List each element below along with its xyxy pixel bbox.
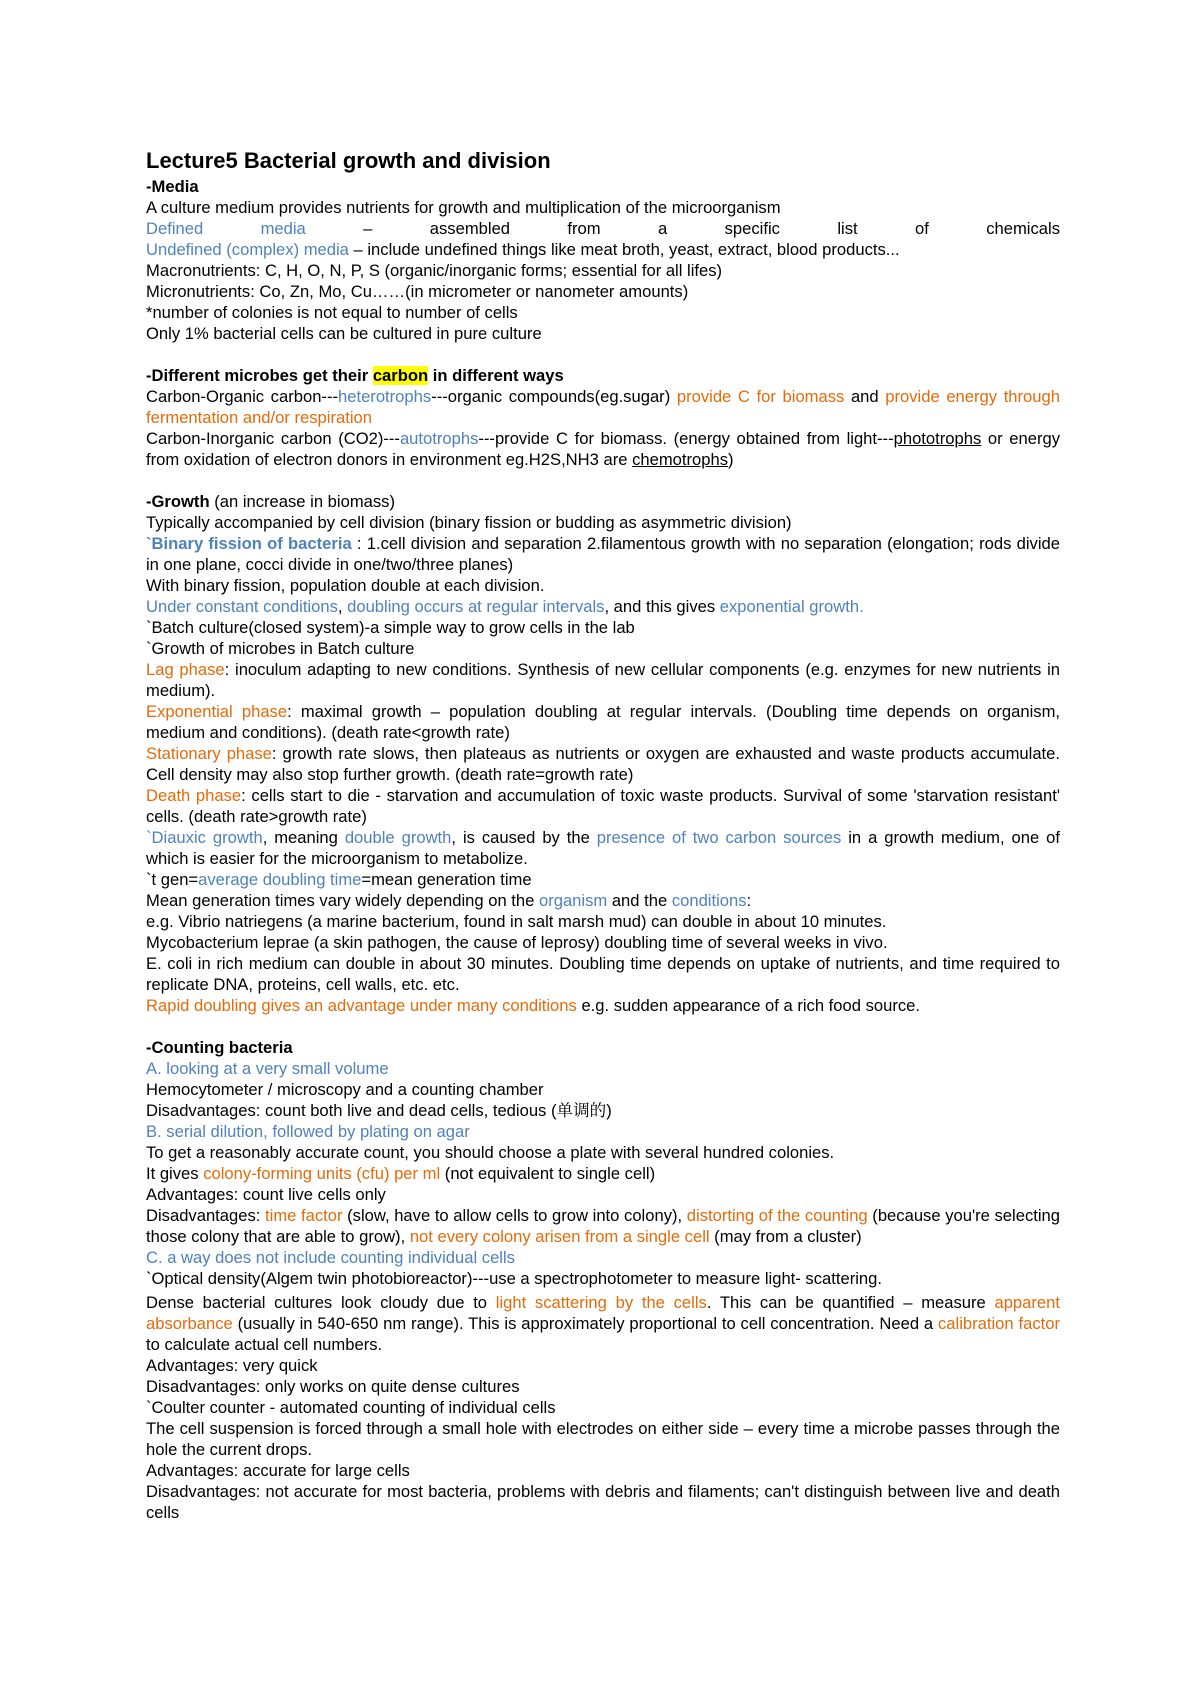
spacer	[146, 344, 1060, 365]
text-run: : inoculum adapting to new conditions. Synthesis of new cellular components (e.g. enzymes for new nutrients in medium).	[146, 660, 1061, 700]
carbon-heading-part: in different ways	[428, 366, 564, 385]
carbon-heading	[146, 365, 1060, 386]
media-line-1: A culture medium provides nutrients for growth and multiplication of the microorganism	[146, 198, 781, 217]
highlight-text: distorting of the counting	[686, 1206, 868, 1225]
text-run: and	[844, 387, 886, 406]
text-run: Carbon-Organic carbon---	[146, 387, 338, 406]
text-run: :	[746, 891, 752, 910]
text-run: `t gen=	[146, 870, 199, 889]
stationary-phase-term: Stationary phase	[146, 744, 272, 763]
text-run: )	[728, 450, 734, 469]
method-b-line-3: Advantages: count live cells only	[146, 1185, 386, 1204]
text-run: . This can be quantified – measure	[706, 1293, 995, 1312]
media-heading: -Media	[146, 177, 199, 196]
coulter-disadvantages: Disadvantages: not accurate for most bacteria, problems with debris and filaments; can't distinguish between live and death cells	[146, 1482, 1060, 1522]
text-run: (because you're selecting those colony that are able to grow),	[146, 1206, 1061, 1246]
text-run: Disadvantages:	[146, 1206, 266, 1225]
text-run: Dense bacterial cultures look cloudy due to	[146, 1293, 496, 1312]
blue-term: average doubling time	[198, 870, 362, 889]
defined-media-term: Defined media	[146, 219, 306, 238]
exponential-phase-term: Exponential phase	[146, 702, 288, 721]
method-c-disadvantages: Disadvantages: only works on quite dense cultures	[146, 1377, 520, 1396]
blue-term: organism	[538, 891, 608, 910]
text-run: ---provide C for biomass. (energy obtained from light---	[478, 429, 894, 448]
method-c-advantages: Advantages: very quick	[146, 1356, 318, 1375]
carbon-heading-part: -Different microbes get their	[146, 366, 373, 385]
method-a-line-2: Disadvantages: count both live and dead cells, tedious (单调的)	[146, 1101, 612, 1120]
media-line-2	[146, 218, 1060, 239]
coulter-counter-line: `Coulter counter - automated counting of individual cells	[146, 1398, 556, 1417]
blue-term: doubling occurs at regular intervals	[347, 597, 605, 616]
autotrophs-term: autotrophs	[399, 429, 479, 448]
lag-phase-paragraph	[146, 659, 1060, 701]
highlight-text: not every colony arisen from a single cell	[409, 1227, 710, 1246]
method-a-heading: A. looking at a very small volume	[146, 1059, 389, 1078]
diauxic-term: `Diauxic growth	[146, 828, 263, 847]
text-run: in a growth medium, one of which is easier for the microorganism to metabolize.	[146, 828, 1061, 868]
media-line-4: Macronutrients: C, H, O, N, P, S (organic/inorganic forms; essential for all lifes)	[146, 261, 723, 280]
text-run: , meaning	[262, 828, 345, 847]
method-a-line-1: Hemocytometer / microscopy and a counting chamber	[146, 1080, 544, 1099]
coulter-description: The cell suspension is forced through a small hole with electrodes on either side – every time a microbe passes through the hole the current drops.	[146, 1419, 1060, 1459]
chemotrophs-term: chemotrophs	[632, 450, 729, 469]
text-run: ---organic compounds(eg.sugar)	[431, 387, 677, 406]
method-b-heading: B. serial dilution, followed by plating on agar	[146, 1122, 470, 1141]
page-title: Lecture5 Bacterial growth and division	[146, 148, 551, 173]
highlight-text: provide energy through fermentation and/or respiration	[146, 387, 1060, 427]
defined-media-text: – assembled from a specific list of chemicals	[305, 219, 1060, 238]
growth-heading-bold: -Growth	[146, 492, 210, 511]
text-run: , and this gives	[604, 597, 720, 616]
text-run: : cells start to die - starvation and accumulation of toxic waste products. Survival of some 'starvation resistant' cells. (death rate>growth rate)	[146, 786, 1060, 826]
growth-line-3: With binary fission, population double at each division.	[146, 576, 545, 595]
highlight-text: apparent absorbance	[146, 1293, 1060, 1333]
text-run: ,	[337, 597, 348, 616]
spacer	[146, 1016, 1060, 1037]
mean-generation-line	[146, 890, 1060, 911]
text-run: =mean generation time	[361, 870, 532, 889]
blue-term: double growth	[344, 828, 452, 847]
tgen-line	[146, 869, 1060, 890]
lag-phase-term: Lag phase	[146, 660, 225, 679]
text-run: (slow, have to allow cells to grow into colony),	[342, 1206, 687, 1225]
highlight-text: time factor	[265, 1206, 343, 1225]
growth-heading	[146, 491, 1060, 512]
method-c-paragraph	[146, 1292, 1060, 1355]
spacer	[146, 470, 1060, 491]
method-b-line-2	[146, 1163, 1060, 1184]
undefined-media-text: – include undefined things like meat broth, yeast, extract, blood products...	[348, 240, 900, 259]
text-run: : 1.cell division and separation 2.filamentous growth with no separation (elongation; rods divide in one plane, cocci divide in one/two/three planes)	[146, 534, 1060, 574]
death-phase-paragraph	[146, 785, 1060, 827]
carbon-organic-paragraph	[146, 386, 1060, 428]
text-run: (an increase in biomass)	[209, 492, 395, 511]
media-line-3	[146, 239, 1060, 260]
text-run: : growth rate slows, then plateaus as nutrients or oxygen are exhausted and waste products accumulate. Cell density may also stop further growth. (death rate=growth rate)	[146, 744, 1060, 784]
example-mycobacterium: Mycobacterium leprae (a skin pathogen, the cause of leprosy) doubling time of several weeks in vivo.	[146, 933, 888, 952]
rapid-doubling-line	[146, 995, 1060, 1016]
text-run: to calculate actual cell numbers.	[146, 1335, 383, 1354]
text-run: (may from a cluster)	[709, 1227, 862, 1246]
text-run: or energy from oxidation of electron donors in environment eg.H2S,NH3 are	[146, 429, 1060, 469]
binary-fission-paragraph	[146, 533, 1060, 575]
method-c-heading: C. a way does not include counting individual cells	[146, 1248, 515, 1267]
text-run: Carbon-Inorganic carbon (CO2)---	[146, 429, 400, 448]
exponential-phase-paragraph	[146, 701, 1060, 743]
counting-heading: -Counting bacteria	[146, 1038, 293, 1057]
growth-line-5: `Batch culture(closed system)-a simple way to grow cells in the lab	[146, 618, 635, 637]
method-b-line-1: To get a reasonably accurate count, you should choose a plate with several hundred colonies.	[146, 1143, 835, 1162]
stationary-phase-paragraph	[146, 743, 1060, 785]
highlight-text: Rapid doubling gives an advantage under many conditions	[146, 996, 577, 1015]
blue-term: .	[859, 597, 864, 616]
binary-fission-term: `Binary fission of bacteria	[146, 534, 352, 553]
diauxic-paragraph	[146, 827, 1060, 869]
blue-term: conditions	[671, 891, 747, 910]
text-run: (usually in 540-650 nm range). This is approximately proportional to cell concentration. Need a	[232, 1314, 938, 1333]
example-vibrio: e.g. Vibrio natriegens (a marine bacterium, found in salt marsh mud) can double in about 10 minutes.	[146, 912, 887, 931]
highlight-text: calibration factor	[938, 1314, 1060, 1333]
text-run: and the	[607, 891, 672, 910]
blue-term: Under constant conditions	[146, 597, 338, 616]
heterotrophs-term: heterotrophs	[338, 387, 432, 406]
media-line-7: Only 1% bacterial cells can be cultured in pure culture	[146, 324, 542, 343]
growth-line-4	[146, 596, 1060, 617]
text-run: , is caused by the	[451, 828, 597, 847]
growth-line-6: `Growth of microbes in Batch culture	[146, 639, 415, 658]
media-line-5: Micronutrients: Co, Zn, Mo, Cu……(in micrometer or nanometer amounts)	[146, 282, 689, 301]
blue-term: presence of two carbon sources	[596, 828, 842, 847]
coulter-advantages: Advantages: accurate for large cells	[146, 1461, 410, 1480]
growth-line-1: Typically accompanied by cell division (binary fission or budding as asymmetric division)	[146, 513, 792, 532]
example-ecoli: E. coli in rich medium can double in about 30 minutes. Doubling time depends on uptake of nutrients, and time required to replicate DNA, proteins, cell walls, etc. etc.	[146, 954, 1060, 994]
text-run: (not equivalent to single cell)	[440, 1164, 656, 1183]
highlight-text: provide C for biomass	[676, 387, 845, 406]
carbon-highlight: carbon	[372, 366, 429, 385]
death-phase-term: Death phase	[146, 786, 242, 805]
text-run: Mean generation times vary widely depending on the	[146, 891, 539, 910]
blue-term: exponential growth	[719, 597, 860, 616]
text-run: e.g. sudden appearance of a rich food source.	[576, 996, 920, 1015]
text-run: It gives	[146, 1164, 204, 1183]
undefined-media-term: Undefined (complex) media	[146, 240, 349, 259]
phototrophs-term: phototrophs	[893, 429, 982, 448]
text-run: : maximal growth – population doubling at regular intervals. (Doubling time depends on organism, medium and conditions). (death rate<growth rate)	[146, 702, 1061, 742]
method-b-disadvantages	[146, 1205, 1060, 1247]
method-c-line-1: `Optical density(Algem twin photobioreactor)---use a spectrophotometer to measure light- scattering.	[146, 1269, 882, 1288]
media-line-6: *number of colonies is not equal to number of cells	[146, 303, 518, 322]
document-page	[146, 146, 1060, 1523]
highlight-text: colony-forming units (cfu) per ml	[203, 1164, 441, 1183]
carbon-inorganic-paragraph	[146, 428, 1060, 470]
highlight-text: light scattering by the cells	[495, 1293, 707, 1312]
